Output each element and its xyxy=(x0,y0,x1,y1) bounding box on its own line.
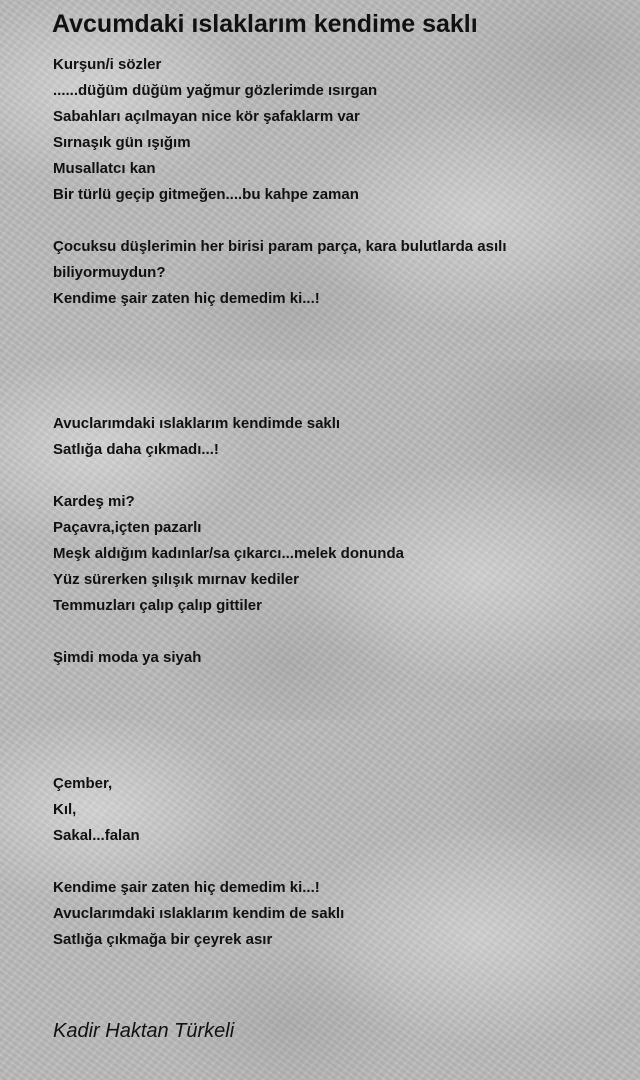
poem-panel-1 xyxy=(0,0,640,360)
poem-panel-3 xyxy=(0,720,640,1080)
poem-line: Avuclarımdaki ıslaklarım kendim de saklı xyxy=(53,905,345,922)
poem-author: Kadir Haktan Türkeli xyxy=(53,1020,235,1042)
poem-line: Çocuksu düşlerimin her birisi param parça, kara bulutlarda asılı xyxy=(53,238,507,255)
poem-line: Kıl, xyxy=(53,801,77,818)
poem-line: Yüz sürerken şılışık mırnav kediler xyxy=(53,571,299,588)
poem-line: Kendime şair zaten hiç demedim ki...! xyxy=(53,879,320,896)
stanza xyxy=(53,645,201,671)
stanza xyxy=(53,875,344,953)
poem-line: Bir türlü geçip gitmeğen....bu kahpe zaman xyxy=(53,186,359,203)
poem-panel-2 xyxy=(0,360,640,720)
poem-line: Sabahları açılmayan nice kör şafaklarm var xyxy=(53,108,360,125)
poem-line: Sırnaşık gün ışığım xyxy=(53,134,191,151)
poem-line: Şimdi moda ya siyah xyxy=(53,649,202,666)
poem-line: Paçavra,içten pazarlı xyxy=(53,519,202,536)
poem-line: Kardeş mi? xyxy=(53,493,135,510)
stanza xyxy=(53,771,140,849)
poem-line: ......düğüm düğüm yağmur gözlerimde ısırgan xyxy=(53,82,378,99)
poem-line: Temmuzları çalıp çalıp gittiler xyxy=(53,597,262,614)
poem-line: Meşk aldığım kadınlar/sa çıkarcı...melek donunda xyxy=(53,545,404,562)
poem-line: Sakal...falan xyxy=(53,827,140,844)
poem-line: Çember, xyxy=(53,775,113,792)
poem-line: Kurşun/i sözler xyxy=(53,56,162,73)
poem-line: Avuclarımdaki ıslaklarım kendimde saklı xyxy=(53,415,341,432)
stanza xyxy=(53,489,404,619)
stanza xyxy=(53,411,340,463)
stanza xyxy=(53,234,507,312)
poem-title: Avcumdaki ıslaklarım kendime saklı xyxy=(52,10,478,38)
poem-line: Satlığa çıkmağa bir çeyrek asır xyxy=(53,931,273,948)
stanza xyxy=(53,52,377,208)
poem-line: biliyormuydun? xyxy=(53,264,166,281)
poem-line: Musallatcı kan xyxy=(53,160,156,177)
poem-line: Satlığa daha çıkmadı...! xyxy=(53,441,219,458)
poem-line: Kendime şair zaten hiç demedim ki...! xyxy=(53,290,320,307)
